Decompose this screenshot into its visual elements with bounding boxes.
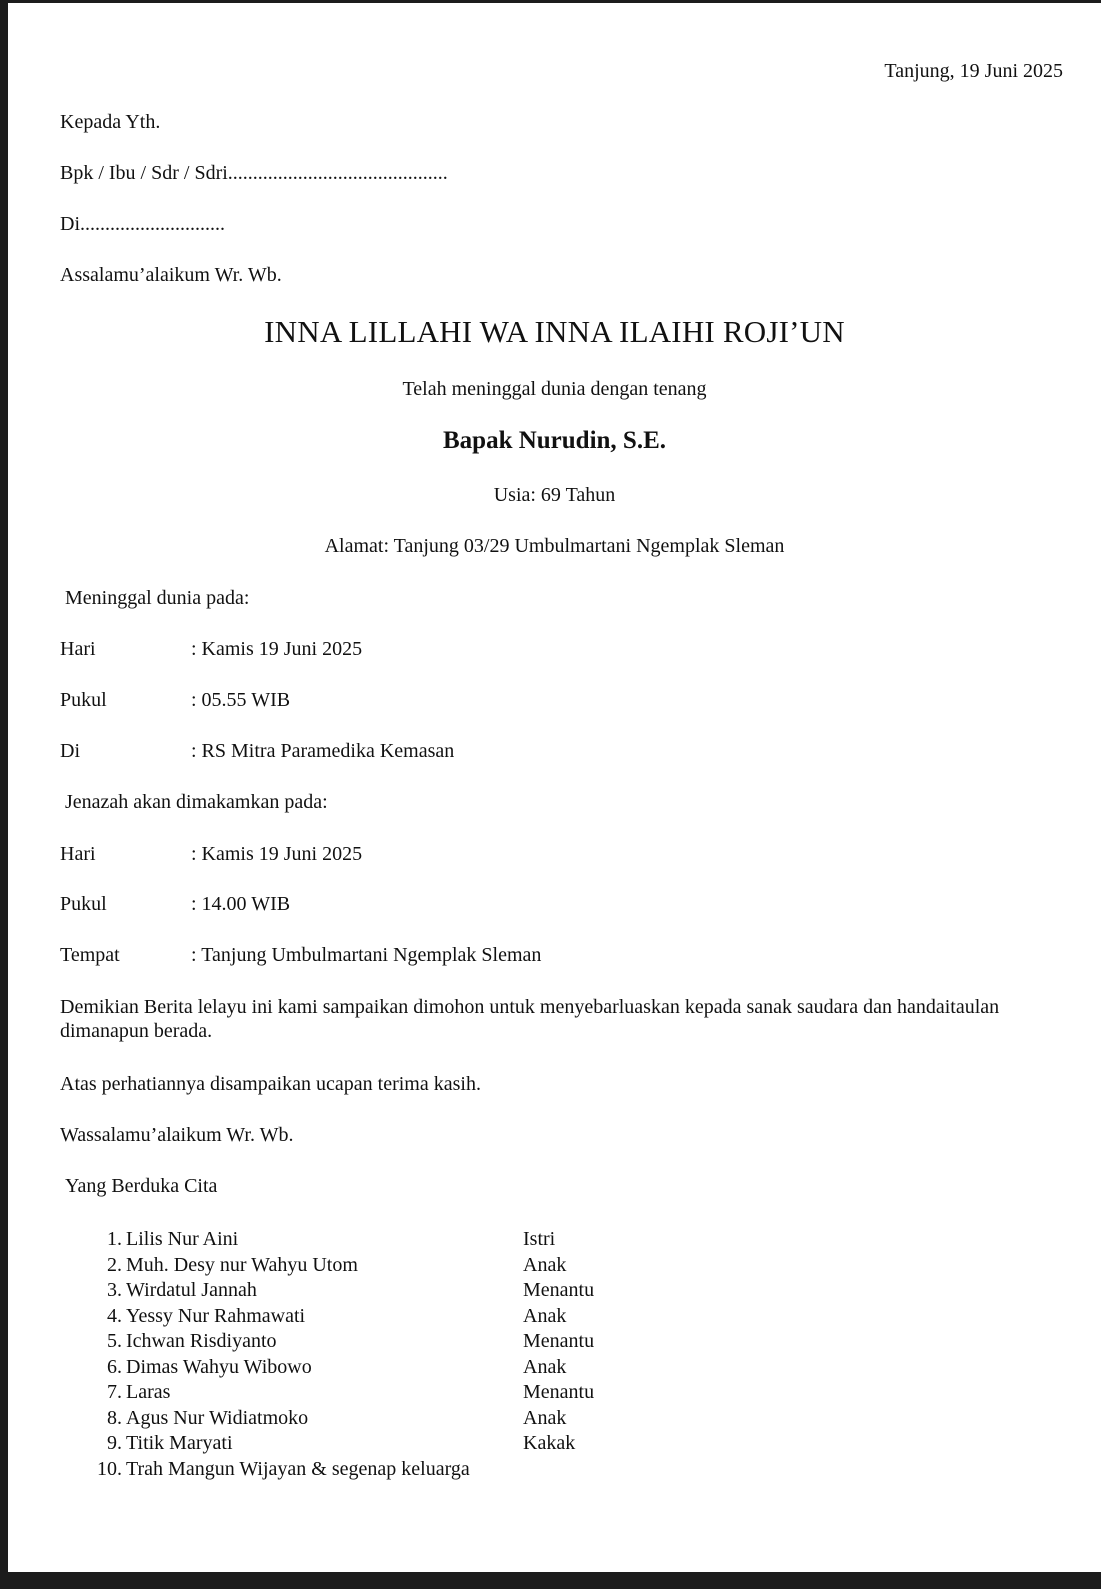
greeting: Assalamu’alaikum Wr. Wb.: [60, 264, 282, 286]
list-item-relation: Anak: [523, 1253, 567, 1276]
heading: INNA LILLAHI WA INNA ILAIHI ROJI’UN: [264, 314, 845, 349]
list-item: [92, 1304, 652, 1330]
date-line: Tanjung, 19 Juni 2025: [884, 60, 1063, 82]
list-item: [92, 1380, 652, 1406]
death-section-title: Meninggal dunia pada:: [65, 587, 250, 609]
list-item-name: Wirdatul Jannah: [126, 1279, 257, 1301]
mourners-list: [92, 1227, 652, 1482]
list-item-number: 5.: [107, 1330, 122, 1352]
farewell-text: Wassalamu’alaikum Wr. Wb.: [60, 1124, 294, 1146]
thanks-text: Atas perhatiannya disampaikan ucapan terima kasih.: [60, 1073, 481, 1095]
list-item: [92, 1278, 652, 1304]
list-item: [92, 1406, 652, 1432]
deceased-address: Alamat: Tanjung 03/29 Umbulmartani Ngemplak Sleman: [324, 535, 785, 557]
list-item-relation: Anak: [523, 1355, 567, 1378]
list-item-relation: Menantu: [523, 1279, 595, 1301]
list-item-relation: Istri: [523, 1228, 556, 1250]
document-page: [8, 3, 1101, 1572]
deceased-age: Usia: 69 Tahun: [493, 484, 616, 506]
burial-time-label: Pukul: [60, 893, 107, 915]
list-item-number: 4.: [107, 1304, 122, 1327]
list-item-name: Titik Maryati: [126, 1432, 233, 1454]
list-item: [92, 1227, 652, 1253]
burial-place-value: : Tanjung Umbulmartani Ngemplak Sleman: [191, 944, 542, 966]
list-item-relation: Kakak: [523, 1432, 576, 1454]
death-place-value: : RS Mitra Paramedika Kemasan: [191, 740, 455, 762]
burial-section-title: Jenazah akan dimakamkan pada:: [65, 791, 328, 813]
intro-text: Telah meninggal dunia dengan tenang: [402, 378, 707, 400]
burial-place-label: Tempat: [60, 944, 120, 966]
mourners-title: Yang Berduka Cita: [65, 1175, 218, 1197]
list-item: [92, 1253, 652, 1279]
list-item-name: Muh. Desy nur Wahyu Utom: [126, 1253, 358, 1276]
list-item-number: 8.: [107, 1406, 122, 1429]
death-place-label: Di: [60, 740, 80, 762]
death-day-value: : Kamis 19 Juni 2025: [191, 638, 363, 660]
list-item-name: Ichwan Risdiyanto: [126, 1330, 277, 1352]
list-item-relation: Anak: [523, 1304, 567, 1327]
burial-day-label: Hari: [60, 843, 96, 865]
list-item: [92, 1329, 652, 1355]
list-item-name: Lilis Nur Aini: [126, 1228, 239, 1250]
closing-paragraph: Demikian Berita lelayu ini kami sampaikan dimohon untuk menyebarluaskan kepada sanak saudara dan handaitaulan dimanapun berada.: [60, 996, 1000, 1042]
death-time-label: Pukul: [60, 689, 107, 711]
addressee-to: Kepada Yth.: [60, 111, 161, 133]
list-item-number: 2.: [107, 1253, 122, 1276]
list-item-relation: Menantu: [523, 1330, 595, 1352]
burial-time-value: : 14.00 WIB: [191, 893, 291, 915]
list-item-name: Agus Nur Widiatmoko: [126, 1406, 309, 1429]
list-item-name: Yessy Nur Rahmawati: [126, 1304, 306, 1327]
list-item-number: 9.: [107, 1432, 122, 1454]
list-item-number: 10.: [97, 1457, 122, 1480]
list-item: [92, 1457, 652, 1483]
burial-day-value: : Kamis 19 Juni 2025: [191, 843, 363, 865]
deceased-name: Bapak Nurudin, S.E.: [442, 427, 667, 454]
list-item-number: 1.: [107, 1228, 122, 1250]
list-item-relation: Anak: [523, 1406, 567, 1429]
list-item-relation: Menantu: [523, 1381, 595, 1403]
addressee-place-line: Di.............................: [60, 213, 225, 235]
list-item-number: 6.: [107, 1355, 122, 1378]
list-item: [92, 1431, 652, 1457]
list-item-number: 7.: [107, 1381, 122, 1403]
death-time-value: : 05.55 WIB: [191, 689, 291, 711]
list-item-name: Laras: [126, 1381, 171, 1403]
list-item: [92, 1355, 652, 1381]
addressee-name-line: Bpk / Ibu / Sdr / Sdri............................................: [60, 162, 448, 184]
death-day-label: Hari: [60, 638, 96, 660]
list-item-name: Dimas Wahyu Wibowo: [126, 1355, 312, 1378]
list-item-name: Trah Mangun Wijayan & segenap keluarga: [126, 1457, 470, 1480]
list-item-number: 3.: [107, 1279, 122, 1301]
